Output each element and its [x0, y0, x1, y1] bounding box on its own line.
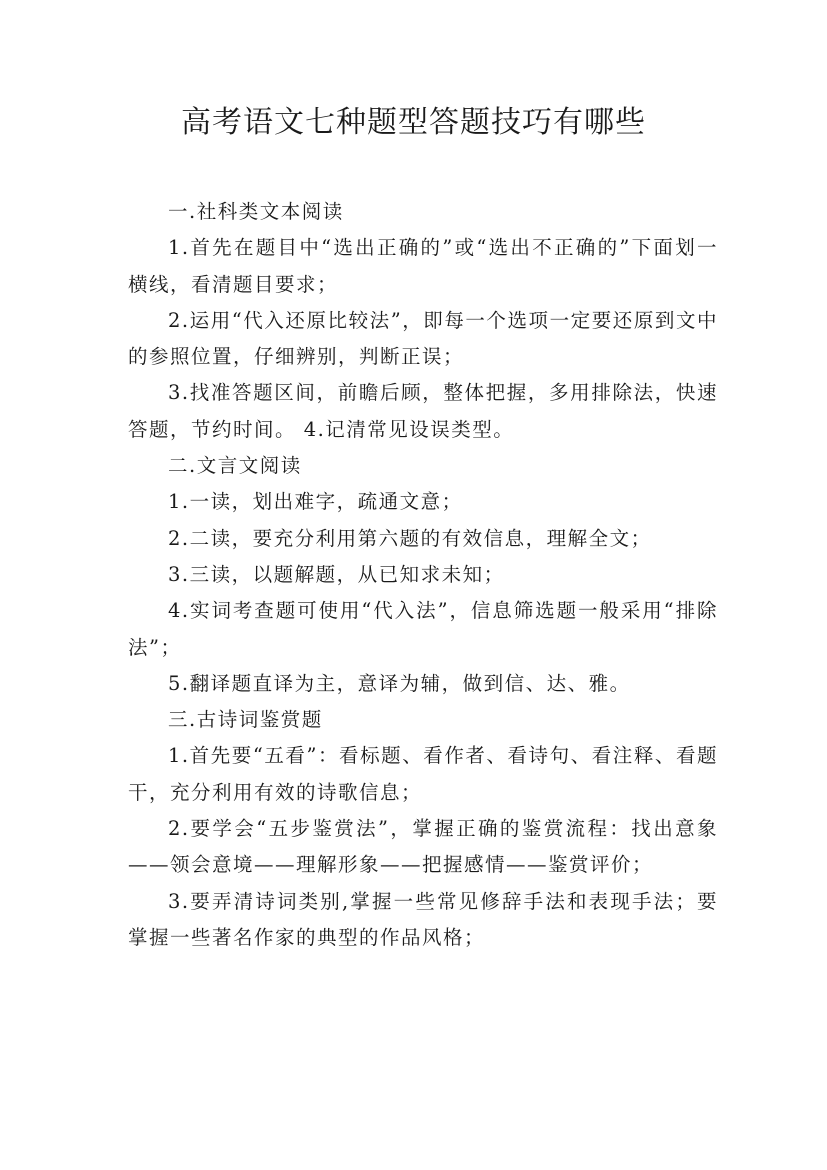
paragraph: 3.找准答题区间，前瞻后顾，整体把握，多用排除法，快速答题，节约时间。 4.记清常见设误类型。: [128, 381, 718, 441]
paragraph: 3.要弄清诗词类别,掌握一些常见修辞手法和表现手法；要掌握一些著名作家的典型的作品风格；: [128, 889, 718, 949]
paragraph: 4.实词考查题可使用“代入法”，信息筛选题一般采用“排除法”；: [128, 599, 718, 659]
paragraph: 2.二读，要充分利用第六题的有效信息，理解全文；: [168, 526, 652, 550]
section-heading-social-science: 一.社科类文本阅读: [168, 200, 344, 223]
paragraph: 1.首先在题目中“选出正确的”或“选出不正确的”下面划一横线，看清题目要求；: [128, 236, 718, 296]
paragraph: 3.三读，以题解题，从已知求未知；: [168, 562, 505, 586]
paragraph: 1.一读，划出难字，疏通文意；: [168, 490, 463, 514]
paragraph: 2.要学会“五步鉴赏法”，掌握正确的鉴赏流程：找出意象——领会意境——理解形象——把握感情——鉴赏评价；: [128, 817, 718, 877]
paragraph: 5.翻译题直译为主，意译为辅，做到信、达、雅。: [168, 671, 631, 695]
paragraph: 1.首先要“五看”：看标题、看作者、看诗句、看注释、看题干，充分利用有效的诗歌信息；: [128, 744, 718, 804]
section-heading-poetry: 三.古诗词鉴赏题: [168, 708, 323, 732]
section-heading-classical-chinese: 二.文言文阅读: [168, 454, 302, 478]
document-body: [128, 194, 718, 956]
document-title: 高考语文七种题型答题技巧有哪些: [181, 105, 646, 140]
paragraph: 2.运用“代入还原比较法”，即每一个选项一定要还原到文中的参照位置，仔细辨别，判断正误；: [128, 308, 718, 369]
